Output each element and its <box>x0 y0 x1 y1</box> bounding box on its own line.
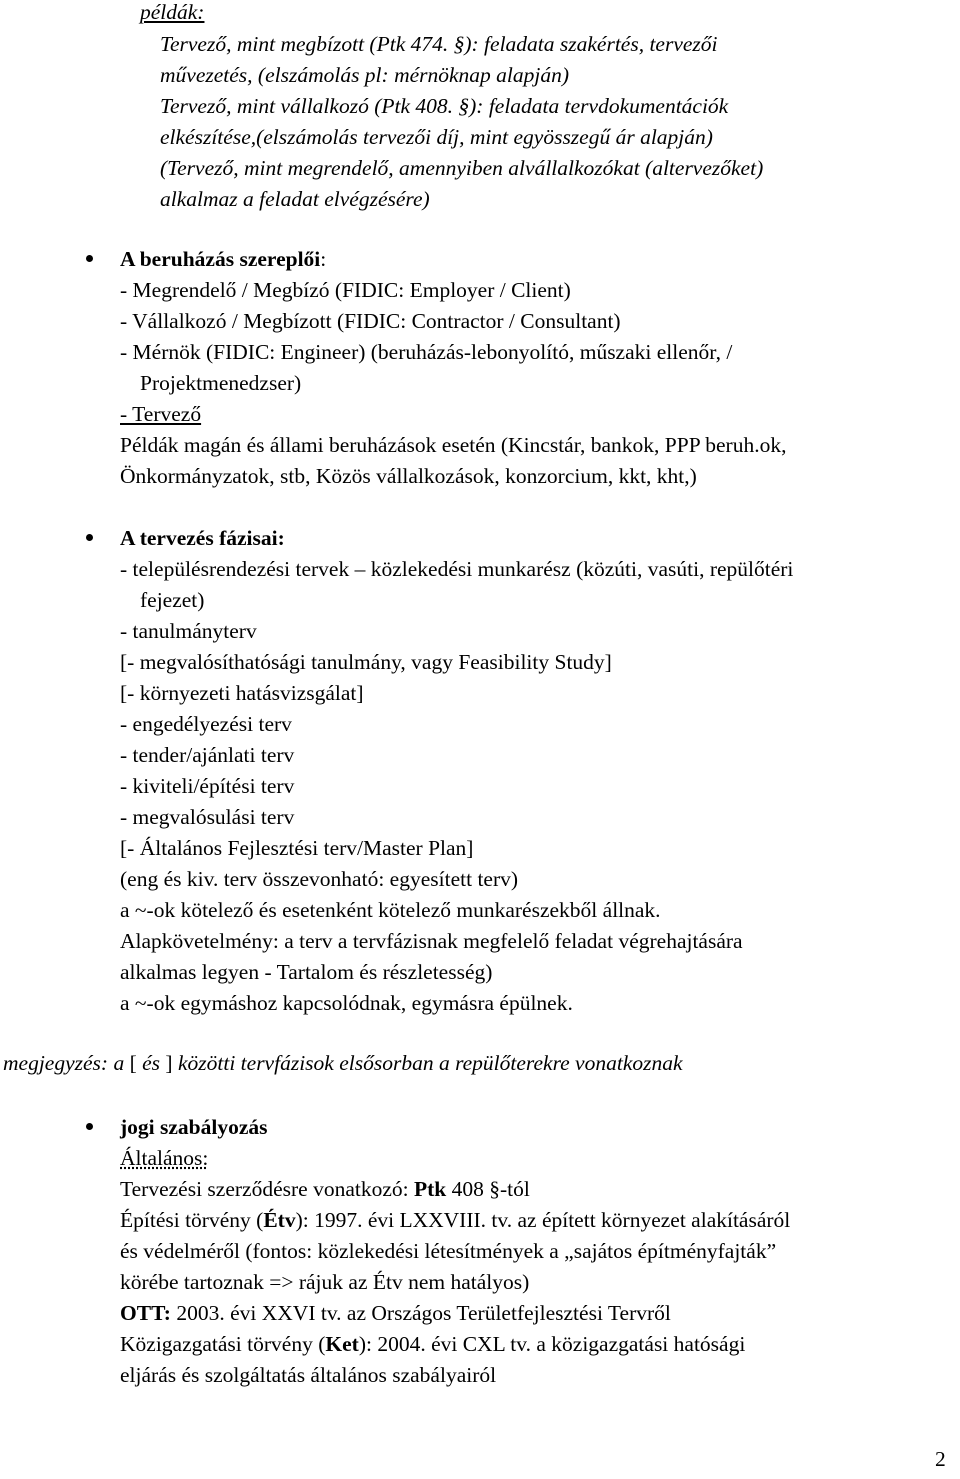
phases-line-14: alkalmas legyen - Tartalom és részletesség) <box>120 960 493 984</box>
phases-line-11: (eng és kiv. terv összevonható: egyesített terv) <box>120 867 519 891</box>
examples-line-3: Tervező, mint vállalkozó (Ptk 408. §): feladata tervdokumentációk <box>160 94 729 118</box>
examples-line-6: alkalmaz a feladat elvégzésére) <box>160 187 430 211</box>
participants-line-7: Önkormányzatok, stb, Közös vállalkozások, konzorcium, kkt, kht,) <box>120 464 697 488</box>
legal-line-6: Közigazgatási törvény (Ket): 2004. évi CXL tv. a közigazgatási hatósági <box>120 1332 746 1356</box>
legal-line-1: Tervezési szerződésre vonatkozó: Ptk 408 §-tól <box>120 1177 530 1201</box>
participants-line-3: - Mérnök (FIDIC: Engineer) (beruházás-lebonyolító, műszaki ellenőr, / <box>120 340 733 364</box>
examples-line-2: művezetés, (elszámolás pl: mérnöknap alapján) <box>160 63 570 87</box>
legal-general: Általános: <box>120 1146 209 1170</box>
phases-line-7: - tender/ajánlati terv <box>120 743 295 767</box>
phases-line-2: fejezet) <box>140 588 205 612</box>
phases-line-1: - településrendezési tervek – közlekedési munkarész (közúti, vasúti, repülőtéri <box>120 557 794 581</box>
phases-line-15: a ~-ok egymáshoz kapcsolódnak, egymásra épülnek. <box>120 991 573 1015</box>
legal-line-3: és védelméről (fontos: közlekedési létesítmények a „sajátos építményfajták” <box>120 1239 777 1263</box>
legal-line-2: Építési törvény (Étv): 1997. évi LXXVIII. tv. az épített környezet alakításáról <box>120 1208 791 1232</box>
participants-line-1: - Megrendelő / Megbízó (FIDIC: Employer / Client) <box>120 278 571 302</box>
bullet-icon <box>86 1123 93 1130</box>
phases-line-12: a ~-ok kötelező és esetenként kötelező munkarészekből állnak. <box>120 898 661 922</box>
bullet-icon <box>86 255 93 262</box>
examples-heading: példák: <box>140 0 205 24</box>
phases-line-5: [- környezeti hatásvizsgálat] <box>120 681 364 705</box>
page-number: 2 <box>935 1447 946 1471</box>
participants-line-6: Példák magán és állami beruházások esetén (Kincstár, bankok, PPP beruh.ok, <box>120 433 787 457</box>
legal-title: jogi szabályozás <box>120 1115 268 1139</box>
participants-line-5: - Tervező <box>120 402 202 426</box>
phases-line-8: - kiviteli/építési terv <box>120 774 295 798</box>
phases-line-13: Alapkövetelmény: a terv a tervfázisnak megfelelő feladat végrehajtására <box>120 929 743 953</box>
legal-line-4: körébe tartoznak => rájuk az Étv nem hatályos) <box>120 1270 530 1294</box>
note-line: megjegyzés: a [ és ] közötti tervfázisok elsősorban a repülőterekre vonatkoznak <box>3 1051 683 1075</box>
examples-line-1: Tervező, mint megbízott (Ptk 474. §): feladata szakértés, tervezői <box>160 32 718 56</box>
phases-line-6: - engedélyezési terv <box>120 712 292 736</box>
participants-title: A beruházás szereplői: <box>120 247 327 271</box>
phases-line-4: [- megvalósíthatósági tanulmány, vagy Feasibility Study] <box>120 650 612 674</box>
phases-line-10: [- Általános Fejlesztési terv/Master Plan] <box>120 836 474 860</box>
participants-line-4: Projektmenedzser) <box>140 371 302 395</box>
phases-line-3: - tanulmányterv <box>120 619 257 643</box>
bullet-icon <box>86 534 93 541</box>
examples-line-5: (Tervező, mint megrendelő, amennyiben alvállalkozókat (altervezőket) <box>160 156 764 180</box>
phases-title: A tervezés fázisai: <box>120 526 285 550</box>
phases-line-9: - megvalósulási terv <box>120 805 295 829</box>
legal-line-7: eljárás és szolgáltatás általános szabályairól <box>120 1363 497 1387</box>
participants-line-2: - Vállalkozó / Megbízott (FIDIC: Contractor / Consultant) <box>120 309 621 333</box>
legal-line-5: OTT: 2003. évi XXVI tv. az Országos Területfejlesztési Tervről <box>120 1301 671 1325</box>
examples-line-4: elkészítése,(elszámolás tervezői díj, mint egyösszegű ár alapján) <box>160 125 713 149</box>
